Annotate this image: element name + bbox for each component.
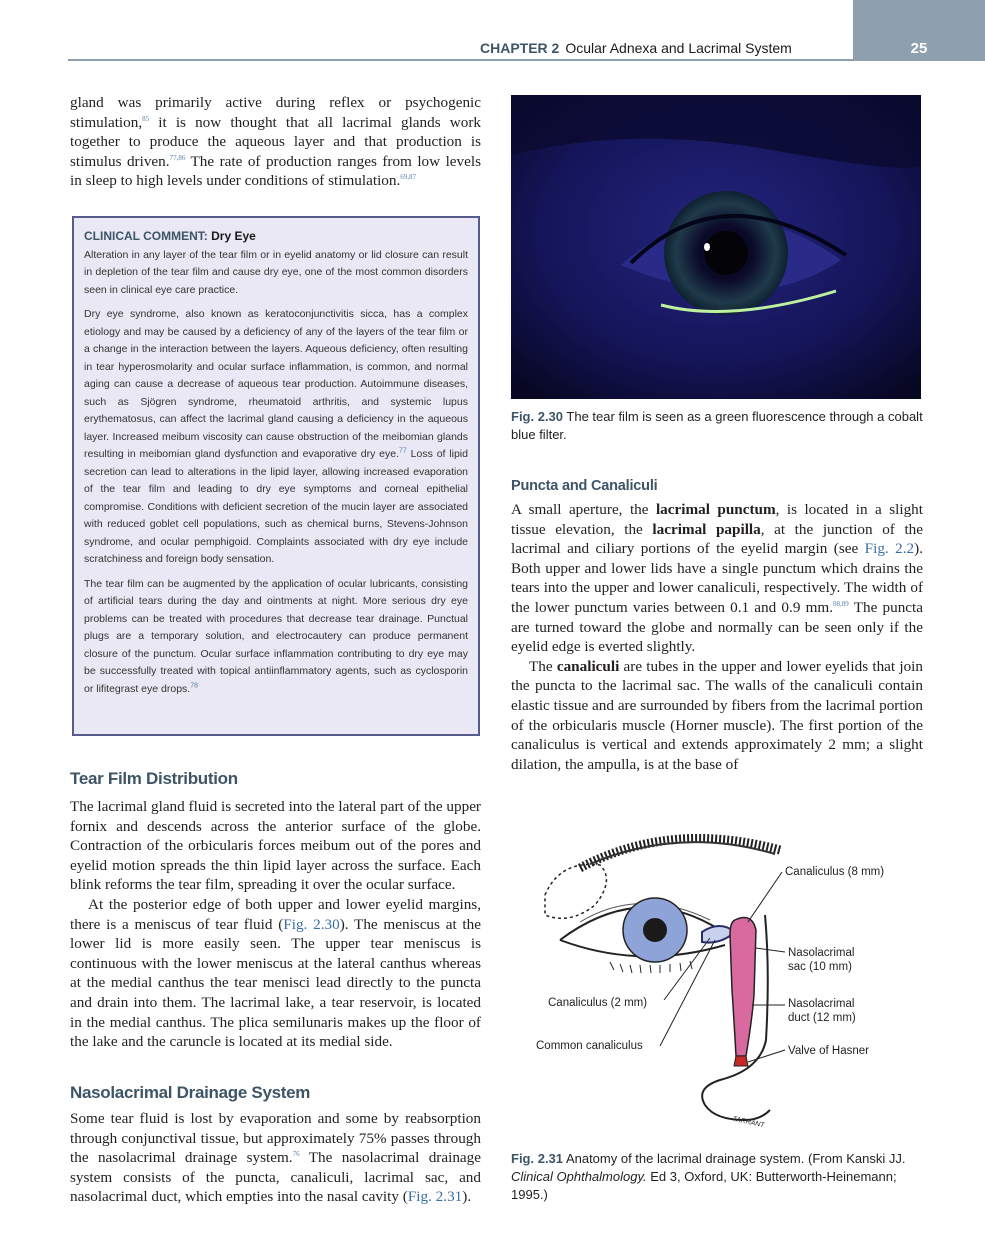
label-valve-of-hasner: Valve of Hasner (788, 1045, 869, 1057)
tear-film-section (70, 769, 481, 1052)
body-paragraph: At the posterior edge of both upper and lower eyelid margins, there is a meniscus of tear fluid (Fig. 2.30). The meniscus at the lower lid is more easily seen. The upper tear meniscus is continuous with the lower meniscus at the lateral canthus whereas at the medial canthus the tear menisci lead directly to the puncta and drain into them. The lacrimal lake, a tear reservoir, is located in the medial canthus. The plica semilunaris makes up the floor of the lake and the caruncle is located at its medial side. (70, 895, 481, 1051)
body-paragraph: Some tear fluid is lost by evaporation and some by reabsorption through conjunctival tissue, but approximately 75% passes through the nasolacrimal drainage system.$^{76}$ The nasolacrimal drainage system consists of the puncta, canaliculi, lacrimal sac, and nasolacrimal duct, which empties into the nasal cavity (Fig. 2.31). (70, 1110, 481, 1206)
label-canaliculus-2mm: Canaliculus (2 mm) (548, 997, 648, 1009)
label-nasolacrimal-sac: Nasolacrimal sac (10 mm) (788, 947, 855, 973)
clinical-paragraph: Dry eye syndrome, also known as keratoconjunctivitis sicca, has a complex etiology and may be caused by a deficiency of any of the layers of the tear film or a change in the interaction between the layers. Aqueous deficiency, often resulting in tear hyperosmolarity and ocular surface inflammation, is common, and normal aging can cause a decrease of aqueous tear production. Autoimmune diseases, such as Sjögren syndrome, rheumatoid arthritis, and systemic lupus erythematosus, can affect the lacrimal gland causing a deficiency in the aqueous layer. Increased meibum viscosity can cause obstruction of the meibomian glands resulting in meibomian gland dysfunction and evaporative dry eye.$^{77}$ Loss of lipid secretion can lead to alterations in the lipid layer, allowing increased evaporation of the tear film and leading to dry eye symptoms and corneal epithelial compromise. Conditions with deficient secretion of the mucin layer are associated with reduced goblet cell populations, such as chemical burns, Stevens-Johnson syndrome, and ocular pemphigoid. Complaints associated with dry eye include scratchiness and foreign body sensation. (84, 308, 468, 565)
nasolacrimal-section (70, 1083, 481, 1207)
clinical-comment-box (72, 216, 480, 736)
figure-2-30-caption: Fig. 2.30 The tear film is seen as a green fluorescence through a cobalt blue filter. (511, 409, 923, 442)
chapter-title: CHAPTER 2 Ocular Adnexa and Lacrimal System (480, 40, 792, 56)
figure-2-31-caption: Fig. 2.31 Anatomy of the lacrimal drainage system. (From Kanski JJ. Clinical Ophthalmology. Ed 3, Oxford, UK: Butterworth-Heinemann; 1995.) (511, 1151, 906, 1202)
puncta-section (511, 478, 923, 774)
body-paragraph: A small aperture, the lacrimal punctum, is located in a slight tissue elevation, the lacrimal papilla, at the junction of the lacrimal and ciliary portions of the eyelid margin (see Fig. 2.2). Both upper and lower lids have a single punctum which drains the tears into the upper and lower canaliculi, respectively. The width of the lower punctum varies between 0.1 and 0.9 mm.$^{88,89}$ The puncta are turned toward the globe and normally can be seen only if the eyelid edge is everted slightly. (511, 501, 924, 656)
section-heading: Tear Film Distribution (70, 769, 238, 788)
eye-fluorescein-photo (511, 95, 921, 399)
figure-link[interactable]: Fig. 2.2 (864, 540, 915, 558)
clinical-paragraph: The tear film can be augmented by the application of ocular lubricants, consisting of artificial tears during the day and ointments at night. More serious dry eye problems can be treated with procedures that decrease tear drainage. Punctual plugs are a temporary solution, and electrocautery can produce permanent closure of the punctum. Ocular surface inflammation contributing to dry eye may be successfully treated with topical antiinflammatory agents, such as cyclosporin or lifitegrast eye drops.$^{78}$ (84, 577, 468, 695)
figure-link[interactable]: Fig. 2.30 (283, 915, 340, 933)
page-number-box (853, 0, 985, 61)
label-common-canaliculus: Common canaliculus (536, 1040, 643, 1052)
header-rule (68, 59, 853, 61)
figure-link[interactable]: Fig. 2.31 (407, 1188, 463, 1206)
section-heading: Nasolacrimal Drainage System (70, 1083, 311, 1102)
label-nasolacrimal-duct: Nasolacrimal duct (12 mm) (788, 998, 856, 1024)
label-canaliculus-8mm: Canaliculus (8 mm) (785, 866, 885, 878)
clinical-comment-title: CLINICAL COMMENT: Dry Eye (84, 229, 256, 243)
illustrator-signature: TARRANT (731, 1115, 766, 1130)
subsection-heading: Puncta and Canaliculi (511, 478, 658, 494)
page-number: 25 (910, 40, 928, 57)
clinical-paragraph: Alteration in any layer of the tear film or in eyelid anatomy or lid closure can result in depletion of the tear film and cause dry eye, one of the most common disorders seen in clinical eye care practice. (84, 248, 468, 296)
body-paragraph: The lacrimal gland fluid is secreted into the lateral part of the upper fornix and descends across the anterior surface of the globe. Contraction of the orbicularis forces meibum out of the pores and eyelid motion spreads the thin lipid layer across the surface. Each blink reforms the tear film, spreading it over the ocular surface. (70, 798, 481, 894)
body-paragraph: The canaliculi are tubes in the upper and lower eyelids that join the puncta to the lacrimal sac. The walls of the canaliculi contain elastic tissue and are surrounded by fibers from the lacrimal portion of the orbicularis muscle (Horner muscle). The first portion of the canaliculus is vertical and extends approximately 2 mm; a slight dilation, the ampulla, is at the base of (511, 657, 923, 773)
lacrimal-drainage-diagram (520, 820, 920, 1140)
running-header (0, 0, 985, 60)
intro-paragraph: gland was primarily active during reflex or psychogenic stimulation,$^{85}$ it is now thought that all lacrimal glands work together to produce the aqueous layer and that production is stimulus driven.$^{77,86}$ The rate of production ranges from low levels in sleep to high levels under conditions of stimulation.$^{69,87}$ (70, 94, 482, 190)
